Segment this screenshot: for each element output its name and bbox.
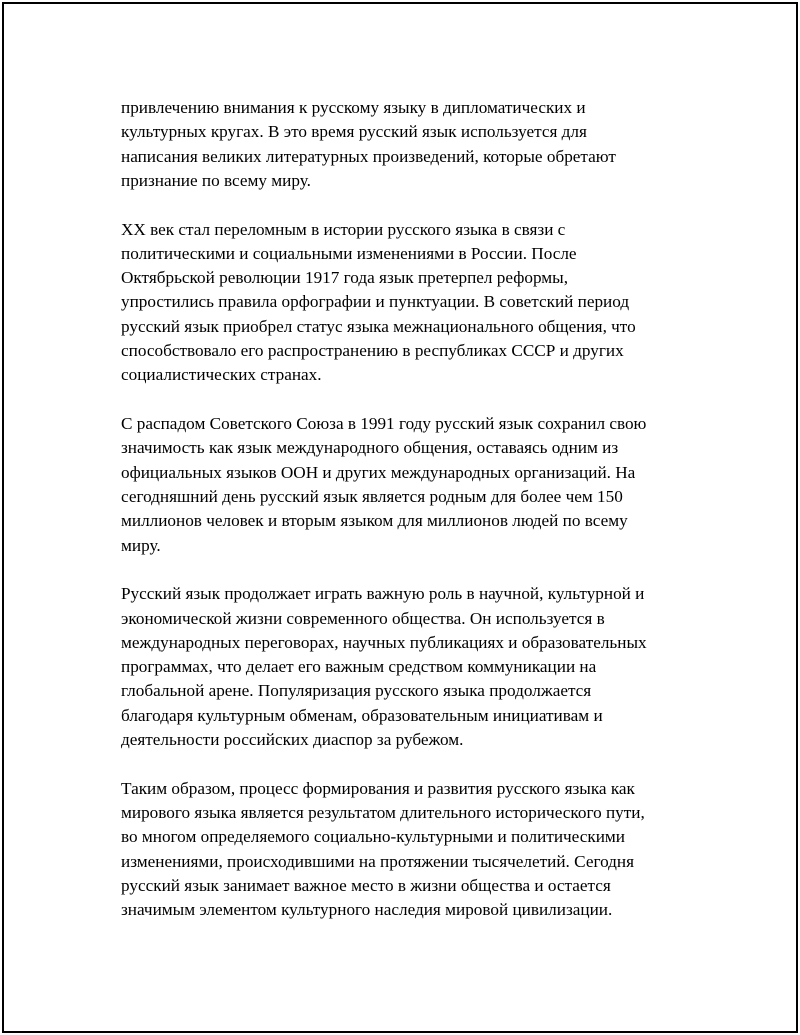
paragraph (121, 582, 701, 752)
text-line: способствовало его распространению в республиках СССР и других (121, 341, 624, 361)
text-line: русский язык занимает важное место в жизни общества и остается (121, 875, 611, 895)
text-line: упростились правила орфографии и пунктуации. В советский период (121, 292, 630, 312)
text-line: изменениями, происходившими на протяжении тысячелетий. Сегодня (121, 851, 635, 871)
text-line: миллионов человек и вторым языком для миллионов людей по всему (121, 511, 628, 531)
text-line: значимым элементом культурного наследия мировой цивилизации. (121, 900, 613, 920)
text-line: Октябрьской революции 1917 года язык претерпел реформы, (121, 268, 569, 288)
text-line: социалистических странах. (121, 365, 322, 385)
text-line: официальных языков ООН и других международных организаций. На (121, 462, 636, 482)
document-page (2, 2, 798, 1033)
text-line: С распадом Советского Союза в 1991 году русский язык сохранил свою (121, 414, 647, 434)
text-line: русский язык приобрел статус языка межнационального общения, что (121, 316, 636, 336)
text-line: политическими и социальными изменениями в России. После (121, 243, 577, 263)
text-line: культурных кругах. В это время русский язык используется для (121, 122, 587, 142)
paragraph (121, 218, 701, 388)
text-line: деятельности российских диаспор за рубежом. (121, 730, 464, 749)
text-line: значимость как язык международного общения, оставаясь одним из (121, 438, 619, 458)
text-line: международных переговорах, научных публикациях и образовательных (121, 632, 647, 652)
text-line: Таким образом, процесс формирования и развития русского языка как (121, 778, 635, 798)
document-body (121, 96, 701, 947)
text-line: XX век стал переломным в истории русского языка в связи с (121, 219, 566, 239)
text-line: во многом определяемого социально-культурными и политическими (121, 827, 625, 847)
text-line: сегодняшний день русский язык является родным для более чем 150 (121, 486, 623, 506)
text-line: Русский язык продолжает играть важную роль в научной, культурной и (121, 584, 645, 604)
text-line: миру. (121, 535, 161, 555)
text-line: благодаря культурным обменам, образовательным инициативам и (121, 705, 603, 725)
text-line: мирового языка является результатом длительного исторического пути, (121, 802, 645, 822)
text-line: привлечению внимания к русскому языку в дипломатических и (121, 98, 586, 117)
text-line: написания великих литературных произведений, которые обретают (121, 146, 616, 166)
text-line: программах, что делает его важным средством коммуникации на (121, 657, 597, 677)
text-line: признание по всему миру. (121, 170, 311, 190)
paragraph (121, 412, 701, 558)
paragraph (121, 96, 701, 193)
paragraph (121, 777, 701, 923)
text-line: глобальной арене. Популяризация русского языка продолжается (121, 681, 592, 701)
text-line: экономической жизни современного общества. Он используется в (121, 608, 605, 628)
